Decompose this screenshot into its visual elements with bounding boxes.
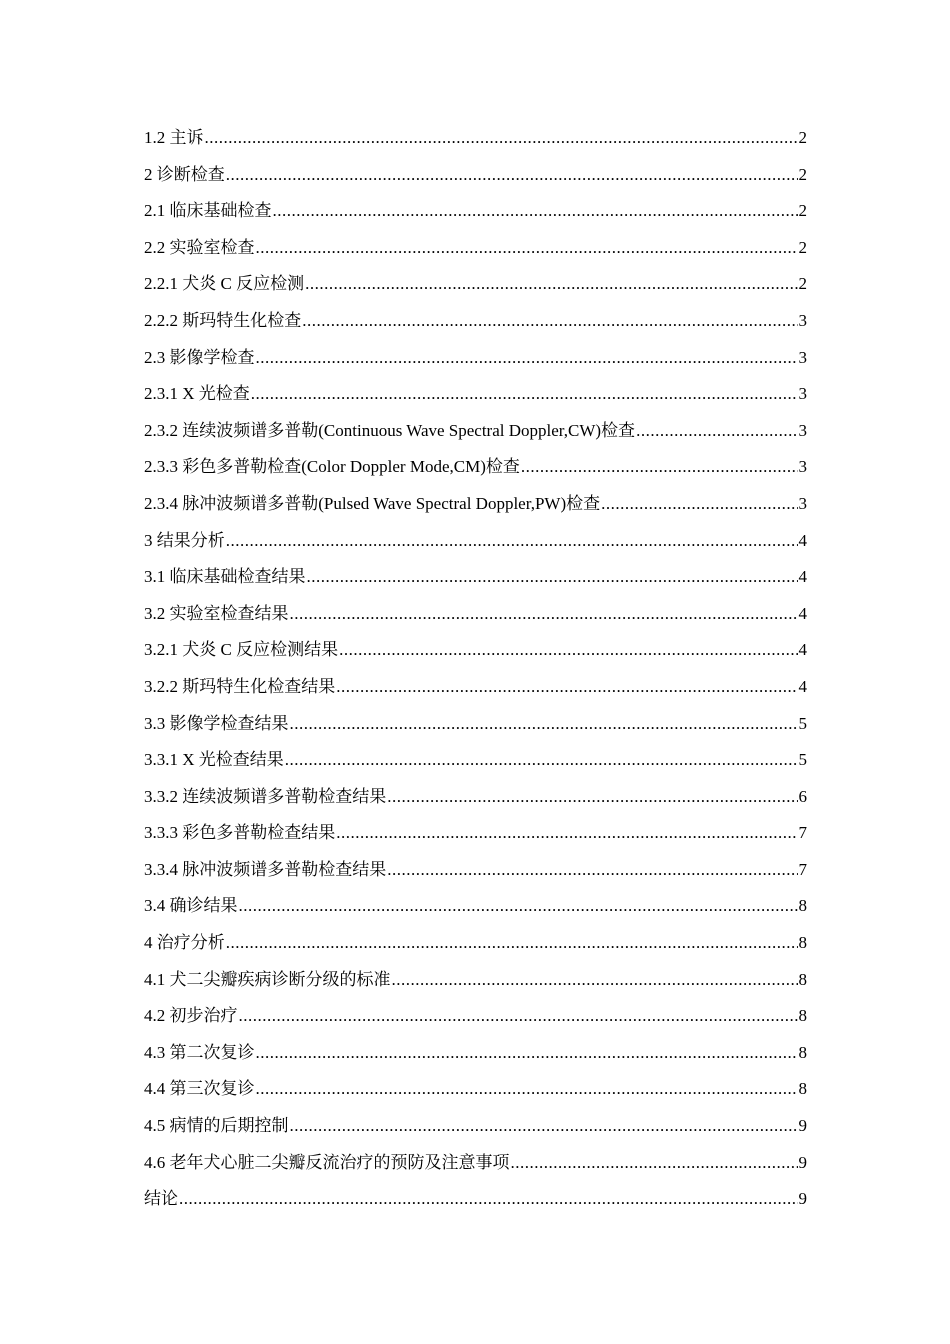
toc-entry[interactable] bbox=[144, 998, 807, 1035]
toc-entry-page: 8 bbox=[798, 1042, 807, 1062]
toc-entry-title: 1.2 主诉 bbox=[144, 128, 204, 147]
toc-entry-title: 4.3 第二次复诊 bbox=[144, 1042, 255, 1062]
toc-dot-leader bbox=[636, 413, 797, 450]
toc-dot-leader bbox=[339, 632, 797, 669]
toc-dot-leader bbox=[387, 779, 797, 816]
toc-entry-page: 4 bbox=[798, 530, 807, 550]
toc-entry-page: 2 bbox=[798, 164, 807, 184]
toc-entry-page: 5 bbox=[798, 750, 807, 770]
toc-entry-page: 8 bbox=[798, 933, 807, 953]
toc-entry[interactable] bbox=[144, 486, 807, 523]
toc-dot-leader bbox=[226, 925, 798, 962]
toc-entry-page: 4 bbox=[798, 640, 807, 660]
toc-entry-page: 2 bbox=[798, 201, 807, 221]
toc-entry[interactable] bbox=[144, 742, 807, 779]
toc-entry-title: 4.2 初步治疗 bbox=[144, 1006, 238, 1026]
toc-dot-leader bbox=[290, 706, 798, 743]
toc-dot-leader bbox=[251, 376, 798, 413]
toc-entry[interactable] bbox=[144, 632, 807, 669]
toc-entry[interactable] bbox=[144, 962, 807, 999]
toc-entry[interactable] bbox=[144, 888, 807, 925]
toc-entry-title: 2.3 影像学检查 bbox=[144, 347, 255, 367]
toc-entry-page: 4 bbox=[798, 603, 807, 623]
toc-entry-title: 2 诊断检查 bbox=[144, 164, 225, 184]
toc-entry[interactable] bbox=[144, 779, 807, 816]
toc-entry-page: 9 bbox=[798, 1152, 807, 1172]
toc-dot-leader bbox=[179, 1181, 798, 1218]
toc-entry[interactable] bbox=[144, 815, 807, 852]
toc-entry[interactable] bbox=[144, 706, 807, 743]
toc-entry-title: 2.3.2 连续波频谱多普勒(Continuous Wave Spectral Doppler,CW)检查 bbox=[144, 420, 636, 440]
toc-dot-leader bbox=[290, 596, 798, 633]
toc-dot-leader bbox=[256, 340, 798, 377]
toc-entry-page: 9 bbox=[798, 1116, 807, 1136]
toc-entry[interactable] bbox=[144, 413, 807, 450]
toc-entry[interactable] bbox=[144, 1071, 807, 1108]
toc-entry-page: 2 bbox=[798, 237, 807, 257]
toc-entry[interactable] bbox=[144, 303, 807, 340]
toc-entry-title: 3.1 临床基础检查结果 bbox=[144, 567, 306, 587]
table-of-contents bbox=[144, 120, 807, 1218]
toc-entry-title: 3.4 确诊结果 bbox=[144, 896, 238, 916]
toc-entry[interactable] bbox=[144, 925, 807, 962]
toc-entry-title: 3.3.1 X 光检查结果 bbox=[144, 750, 284, 770]
toc-dot-leader bbox=[239, 998, 798, 1035]
toc-dot-leader bbox=[256, 1035, 798, 1072]
toc-entry-page: 7 bbox=[798, 859, 807, 879]
toc-entry-title: 3.3.4 脉冲波频谱多普勒检查结果 bbox=[144, 859, 387, 879]
toc-entry-page: 5 bbox=[798, 713, 807, 733]
toc-dot-leader bbox=[305, 266, 797, 303]
toc-entry[interactable] bbox=[144, 1035, 807, 1072]
toc-entry-page: 4 bbox=[798, 567, 807, 587]
toc-entry-title: 2.2.1 犬炎 C 反应检测 bbox=[144, 274, 305, 294]
toc-entry-title: 3.3 影像学检查结果 bbox=[144, 713, 289, 733]
toc-dot-leader bbox=[256, 230, 798, 267]
toc-dot-leader bbox=[226, 157, 798, 194]
toc-entry-title: 结论 bbox=[144, 1189, 178, 1209]
toc-entry-title: 3.2 实验室检查结果 bbox=[144, 603, 289, 623]
toc-entry-title: 2.3.1 X 光检查 bbox=[144, 384, 250, 404]
toc-entry-page: 7 bbox=[798, 823, 807, 843]
toc-dot-leader bbox=[336, 669, 797, 706]
toc-dot-leader bbox=[256, 1071, 798, 1108]
toc-dot-leader bbox=[239, 888, 798, 925]
toc-entry[interactable] bbox=[144, 1145, 807, 1182]
toc-entry[interactable] bbox=[144, 340, 807, 377]
toc-entry-title: 4.4 第三次复诊 bbox=[144, 1079, 255, 1099]
toc-entry[interactable] bbox=[144, 120, 807, 157]
toc-entry-page: 8 bbox=[798, 1006, 807, 1026]
toc-entry-title: 2.2.2 斯玛特生化检查 bbox=[144, 310, 302, 330]
toc-entry-title: 2.2 实验室检查 bbox=[144, 237, 255, 257]
toc-dot-leader bbox=[511, 1145, 798, 1182]
toc-dot-leader bbox=[307, 559, 798, 596]
toc-dot-leader bbox=[387, 852, 797, 889]
toc-dot-leader bbox=[285, 742, 798, 779]
toc-entry-page: 3 bbox=[798, 347, 807, 367]
toc-entry-title: 4.6 老年犬心脏二尖瓣反流治疗的预防及注意事项 bbox=[144, 1152, 510, 1172]
toc-entry-title: 3.2.2 斯玛特生化检查结果 bbox=[144, 676, 336, 696]
toc-entry[interactable] bbox=[144, 1108, 807, 1145]
toc-entry-title: 2.3.4 脉冲波频谱多普勒(Pulsed Wave Spectral Doppler,PW)检查 bbox=[144, 493, 601, 513]
toc-entry[interactable] bbox=[144, 523, 807, 560]
toc-entry-page: 3 bbox=[798, 420, 807, 440]
toc-entry-page: 3 bbox=[798, 384, 807, 404]
toc-entry-page: 3 bbox=[798, 310, 807, 330]
toc-entry-page: 3 bbox=[798, 493, 807, 513]
toc-dot-leader bbox=[205, 120, 798, 157]
toc-entry-page: 8 bbox=[798, 1079, 807, 1099]
toc-entry-page: 9 bbox=[798, 1189, 807, 1209]
toc-dot-leader bbox=[521, 449, 798, 486]
toc-entry-page: 3 bbox=[798, 457, 807, 477]
toc-entry-title: 4 治疗分析 bbox=[144, 933, 225, 953]
toc-entry[interactable] bbox=[144, 193, 807, 230]
toc-entry-title: 2.3.3 彩色多普勒检查(Color Doppler Mode,CM)检查 bbox=[144, 457, 520, 477]
toc-dot-leader bbox=[336, 815, 797, 852]
toc-entry-title: 4.5 病情的后期控制 bbox=[144, 1116, 289, 1136]
toc-entry-title: 3.3.2 连续波频谱多普勒检查结果 bbox=[144, 786, 387, 806]
toc-entry[interactable] bbox=[144, 449, 807, 486]
toc-entry-title: 4.1 犬二尖瓣疾病诊断分级的标准 bbox=[144, 969, 391, 989]
toc-entry[interactable] bbox=[144, 230, 807, 267]
toc-entry[interactable] bbox=[144, 559, 807, 596]
toc-entry-title: 3.3.3 彩色多普勒检查结果 bbox=[144, 823, 336, 843]
toc-entry[interactable] bbox=[144, 266, 807, 303]
toc-entry[interactable] bbox=[144, 669, 807, 706]
toc-entry-page: 2 bbox=[798, 274, 807, 294]
toc-entry-title: 3.2.1 犬炎 C 反应检测结果 bbox=[144, 640, 339, 660]
toc-dot-leader bbox=[226, 523, 798, 560]
toc-entry-page: 8 bbox=[798, 969, 807, 989]
toc-entry[interactable] bbox=[144, 596, 807, 633]
toc-entry-page: 2 bbox=[798, 128, 807, 147]
toc-entry-page: 6 bbox=[798, 786, 807, 806]
toc-entry[interactable] bbox=[144, 157, 807, 194]
toc-entry[interactable] bbox=[144, 1181, 807, 1218]
toc-dot-leader bbox=[302, 303, 797, 340]
toc-dot-leader bbox=[601, 486, 797, 523]
toc-entry-page: 4 bbox=[798, 676, 807, 696]
toc-entry-title: 3 结果分析 bbox=[144, 530, 225, 550]
toc-dot-leader bbox=[392, 962, 798, 999]
toc-dot-leader bbox=[290, 1108, 798, 1145]
toc-entry-title: 2.1 临床基础检查 bbox=[144, 201, 272, 221]
toc-dot-leader bbox=[273, 193, 798, 230]
toc-entry[interactable] bbox=[144, 376, 807, 413]
toc-entry-page: 8 bbox=[798, 896, 807, 916]
toc-entry[interactable] bbox=[144, 852, 807, 889]
